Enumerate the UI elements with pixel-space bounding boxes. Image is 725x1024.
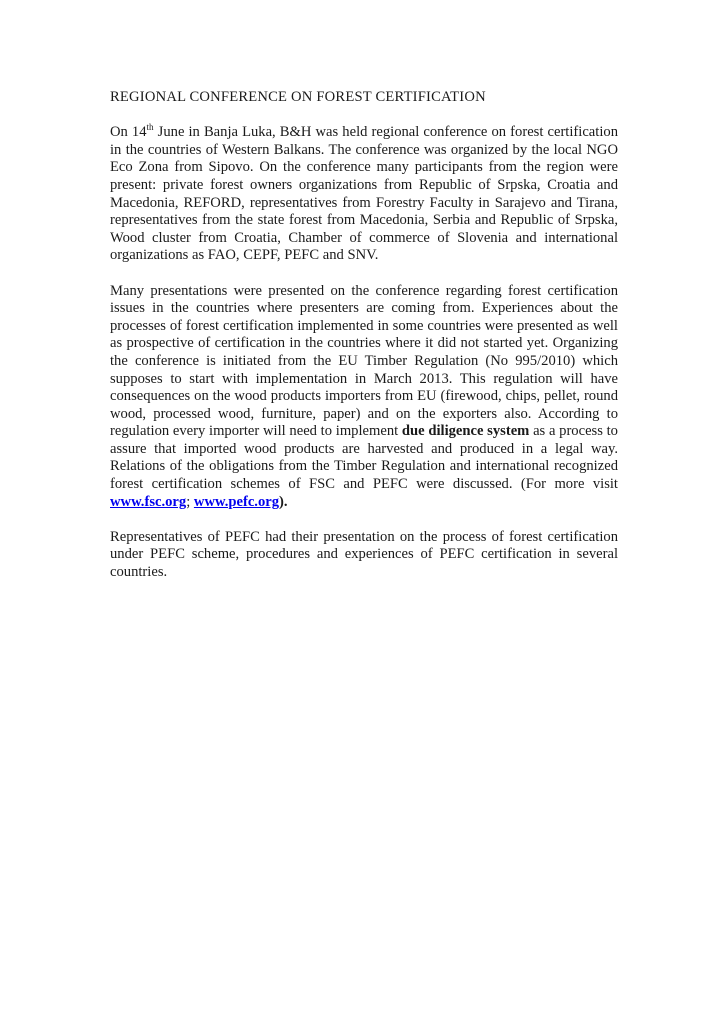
paragraph-text: as a process to assure that imported wood products are harvested and produced in a legal way. Relations of the obligations from the Timber Regulation and international recognized forest certification schemes of FSC and PEFC were discussed. (For more visit	[110, 423, 618, 493]
paragraph-pefc-presentation: Representatives of PEFC had their presentation on the process of forest certification under PEFC scheme, procedures and experiences of PEFC certification in several countries.	[110, 528, 618, 581]
document-title: REGIONAL CONFERENCE ON FOREST CERTIFICATION	[110, 89, 486, 105]
paragraph-presentations	[110, 283, 618, 512]
closing-punctuation-bold: ).	[279, 493, 288, 510]
due-diligence-bold-phrase: due diligence system	[401, 423, 530, 440]
paragraph-text: Many presentations were presented on the conference regarding forest certification issues in the countries where presenters are coming from. Experiences about the processes of forest certification implemented in some countries were presented as well as prospective of certification in the countries where it did not started yet. Organizing the conference is initiated from the EU Timber Regulation (No 995/2010) which supposes to start with implementation in March 2013. This regulation will have consequences on the wood products importers from EU (firewood, chips, pellet, round wood, processed wood, furniture, paper) and on the exporters also. According to regulation every importer will need to implement	[110, 282, 618, 440]
fsc-org-link[interactable]: www.fsc.org	[110, 493, 187, 510]
paragraph-text: On 14	[110, 124, 147, 141]
ordinal-superscript: th	[146, 122, 154, 133]
link-separator-text: ;	[186, 493, 194, 510]
paragraph-conference-overview	[110, 124, 618, 265]
paragraph-text: June in Banja Luka, B&H was held regional conference on forest certification in the countries of Western Balkans. The conference was organized by the local NGO Eco Zona from Sipovo. On the conference many participants from the region were present: private forest owners organizations from Republic of Srpska, Croatia and Macedonia, REFORD, representatives from Forestry Faculty in Sarajevo and Tirana, representatives from the state forest from Macedonia, Serbia and Republic of Srpska, Wood cluster from Croatia, Chamber of commerce of Slovenia and international organizations as FAO, CEPF, PEFC and SNV.	[110, 124, 618, 264]
pefc-org-link[interactable]: www.pefc.org	[193, 493, 280, 510]
